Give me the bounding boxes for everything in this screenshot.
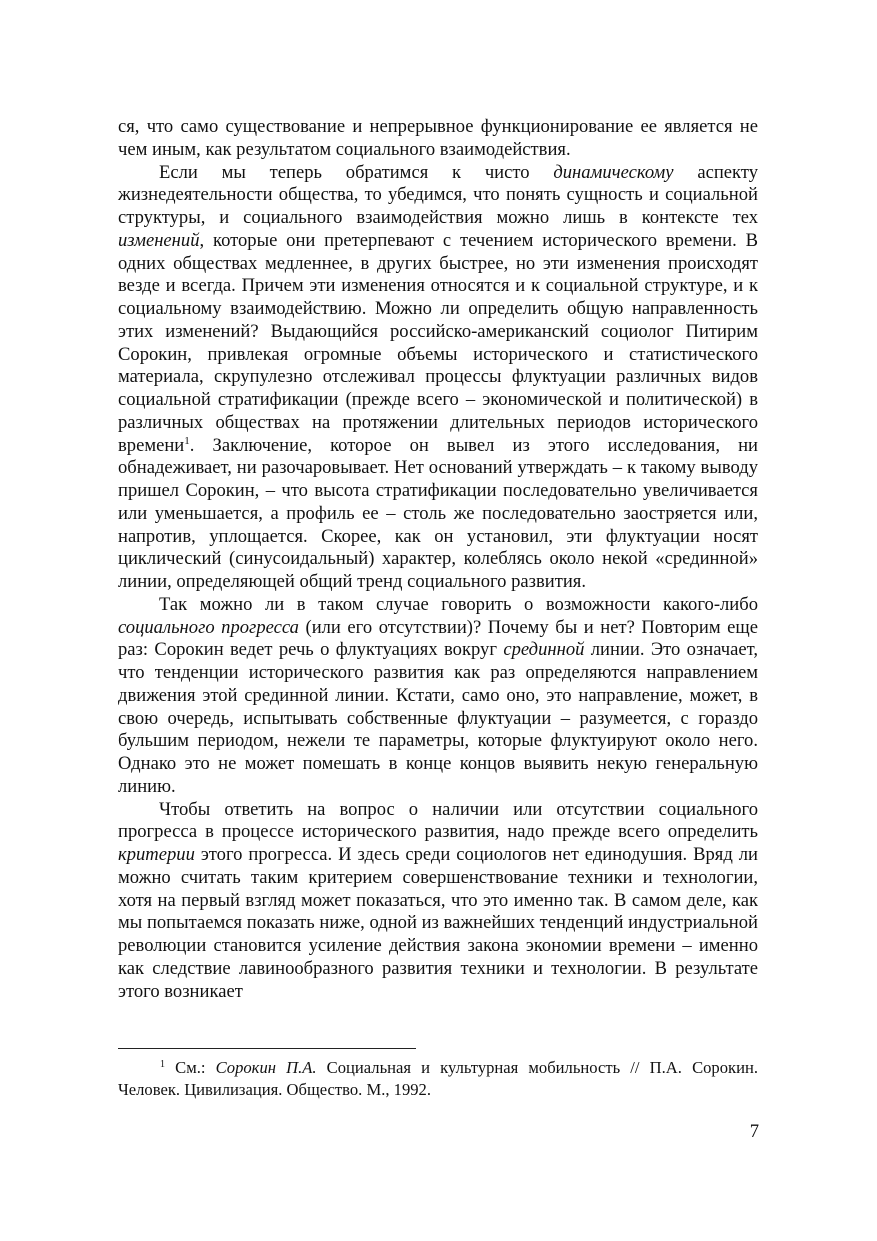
footnote-citation: Социальная и культурная мобильность // П.А. Сорокин. Человек. Цивилизация. Общество. М., 1992. [118,1058,758,1099]
paragraph-text: . Заключение, которое он вывел из этого исследования, ни обнадеживает, ни разочаровывает. Нет оснований утверждать – к такому выводу пришел Сорокин, – что высота стратификации последовательно увеличивается или уменьшается, а профиль ее – столь же последовательно заостряется или, напротив, уплощается. Скорее, как он установил, эти флуктуации носят циклический (синусоидальный) характер, колеблясь около некой «срединной» линии, определяющей общий тренд социального развития. [118,434,758,592]
italic-term-dynamic: динамическому [553,161,674,183]
paragraph-text: Так можно ли в таком случае говорить о возможности какого-либо [159,593,758,615]
footnote-marker: 1 [160,1059,165,1070]
paragraph-text: аспекту жизнедеятельности общества, то убедимся, что понять сущность и социальной структуры, и социального взаимодействия можно лишь в контексте тех [118,161,758,228]
footnote-text [118,1057,758,1100]
paragraph-text: этого прогресса. И здесь среди социологов нет единодушия. Вряд ли можно считать таким критерием совершенствование техники и технологии, хотя на первый взгляд может показаться, что это именно так. В самом деле, как мы попытаемся показать ниже, одной из важнейших тенденций индустриальной революции становится усиление действия закона экономии времени – именно как следствие лавинообразного развития техники и технологии. В результате этого возникает [118,844,758,1002]
footnote-author: Сорокин П.А. [215,1058,317,1077]
paragraph-3 [118,594,758,799]
paragraph-text: Если мы теперь обратимся к чисто [159,161,554,183]
italic-term-changes: изменений [118,229,200,251]
italic-term-social-progress: социального прогресса [118,616,299,638]
paragraph-text: (или его отсутствии)? Почему бы и нет? Повторим еще раз: Сорокин ведет речь о флуктуациях вокруг [118,616,759,661]
main-text [118,116,758,1003]
italic-term-median: срединной [503,639,585,661]
footnote-reference: 1 [184,434,190,447]
footnote [118,1057,758,1100]
paragraph-text: ся, что само существование и непрерывное функционирование ее является не чем иным, как результатом социального взаимодействия. [118,116,758,160]
paragraph-text: , которые они претерпевают с течением исторического времени. В одних обществах медленнее, в других быстрее, но эти изменения происходят везде и всегда. Причем эти изменения относятся и к социальной структуре, и к социальному взаимодействию. Можно ли определить общую направленность этих изменений? Выдающийся российско-американский социолог Питирим Сорокин, привлекая огромные объемы исторического и статистического материала, скрупулезно отслеживал процессы флуктуации различных видов социальной стратификации (прежде всего – экономической и политической) в различных обществах на протяжении длительных периодов исторического времени [118,229,758,456]
footnote-prefix: См.: [165,1058,216,1077]
paragraph-4 [118,799,758,1004]
footnote-divider [118,1048,416,1049]
paragraph-text: Чтобы ответить на вопрос о наличии или отсутствии социального прогресса в процессе исторического развития, надо прежде всего определить [118,798,758,843]
paragraph-text: линии. Это означает, что тенденции исторического развития как раз определяются направлением движения этой срединной линии. Кстати, само оно, это направление, может, в свою очередь, испытывать собственные флуктуации – разумеется, с гораздо бульшим периодом, нежели те параметры, которые флуктуируют около него. Однако это не может помешать в конце концов выявить некую генеральную линию. [118,639,758,797]
paragraph-1 [118,116,758,162]
page-number: 7 [749,1121,759,1142]
paragraph-2 [118,162,758,594]
italic-term-criteria: критерии [118,844,195,865]
